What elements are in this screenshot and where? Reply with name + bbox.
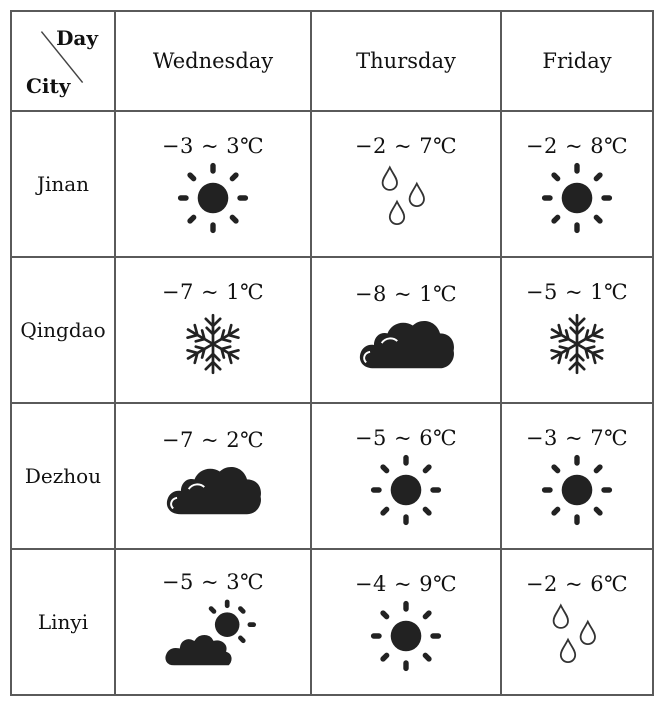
sun-icon — [541, 162, 613, 234]
forecast-cell — [311, 257, 501, 403]
partly-cloudy-icon — [161, 598, 265, 674]
temperature-range: −2 ~ 8℃ — [525, 134, 629, 158]
forecast-cell — [115, 549, 311, 695]
temperature-range: −3 ~ 3℃ — [161, 134, 265, 158]
rain-icon — [541, 600, 613, 672]
temperature-range: −5 ~ 1℃ — [525, 280, 629, 304]
forecast-cell — [311, 111, 501, 257]
city-name: Jinan — [11, 111, 115, 257]
table-row — [11, 549, 653, 695]
sun-icon — [541, 454, 613, 526]
rain-icon — [370, 162, 442, 234]
temperature-range: −8 ~ 1℃ — [354, 282, 458, 306]
forecast-cell — [501, 257, 653, 403]
cloud-icon — [352, 310, 460, 378]
temperature-range: −7 ~ 2℃ — [161, 428, 265, 452]
snowflake-icon — [541, 308, 613, 380]
forecast-cell — [501, 549, 653, 695]
forecast-cell — [311, 403, 501, 549]
table-row — [11, 257, 653, 403]
temperature-range: −4 ~ 9℃ — [354, 572, 458, 596]
corner-city-label: City — [26, 74, 71, 98]
cloud-icon — [159, 456, 267, 524]
forecast-cell — [115, 111, 311, 257]
corner-header-cell — [11, 11, 115, 111]
temperature-range: −5 ~ 3℃ — [161, 570, 265, 594]
temperature-range: −2 ~ 6℃ — [525, 572, 629, 596]
sun-icon — [370, 600, 442, 672]
forecast-cell — [115, 403, 311, 549]
temperature-range: −7 ~ 1℃ — [161, 280, 265, 304]
snowflake-icon — [177, 308, 249, 380]
city-name: Qingdao — [11, 257, 115, 403]
header-row — [11, 11, 653, 111]
sun-icon — [177, 162, 249, 234]
forecast-cell — [501, 111, 653, 257]
forecast-cell — [311, 549, 501, 695]
corner-day-label: Day — [56, 26, 98, 50]
weather-table-wrapper — [10, 10, 652, 694]
city-name: Dezhou — [11, 403, 115, 549]
temperature-range: −2 ~ 7℃ — [354, 134, 458, 158]
table-row — [11, 403, 653, 549]
day-header-wednesday: Wednesday — [115, 11, 311, 111]
sun-icon — [370, 454, 442, 526]
temperature-range: −5 ~ 6℃ — [354, 426, 458, 450]
table-row — [11, 111, 653, 257]
day-header-friday: Friday — [501, 11, 653, 111]
temperature-range: −3 ~ 7℃ — [525, 426, 629, 450]
day-header-thursday: Thursday — [311, 11, 501, 111]
forecast-cell — [115, 257, 311, 403]
weather-forecast-table — [10, 10, 654, 696]
forecast-cell — [501, 403, 653, 549]
city-name: Linyi — [11, 549, 115, 695]
